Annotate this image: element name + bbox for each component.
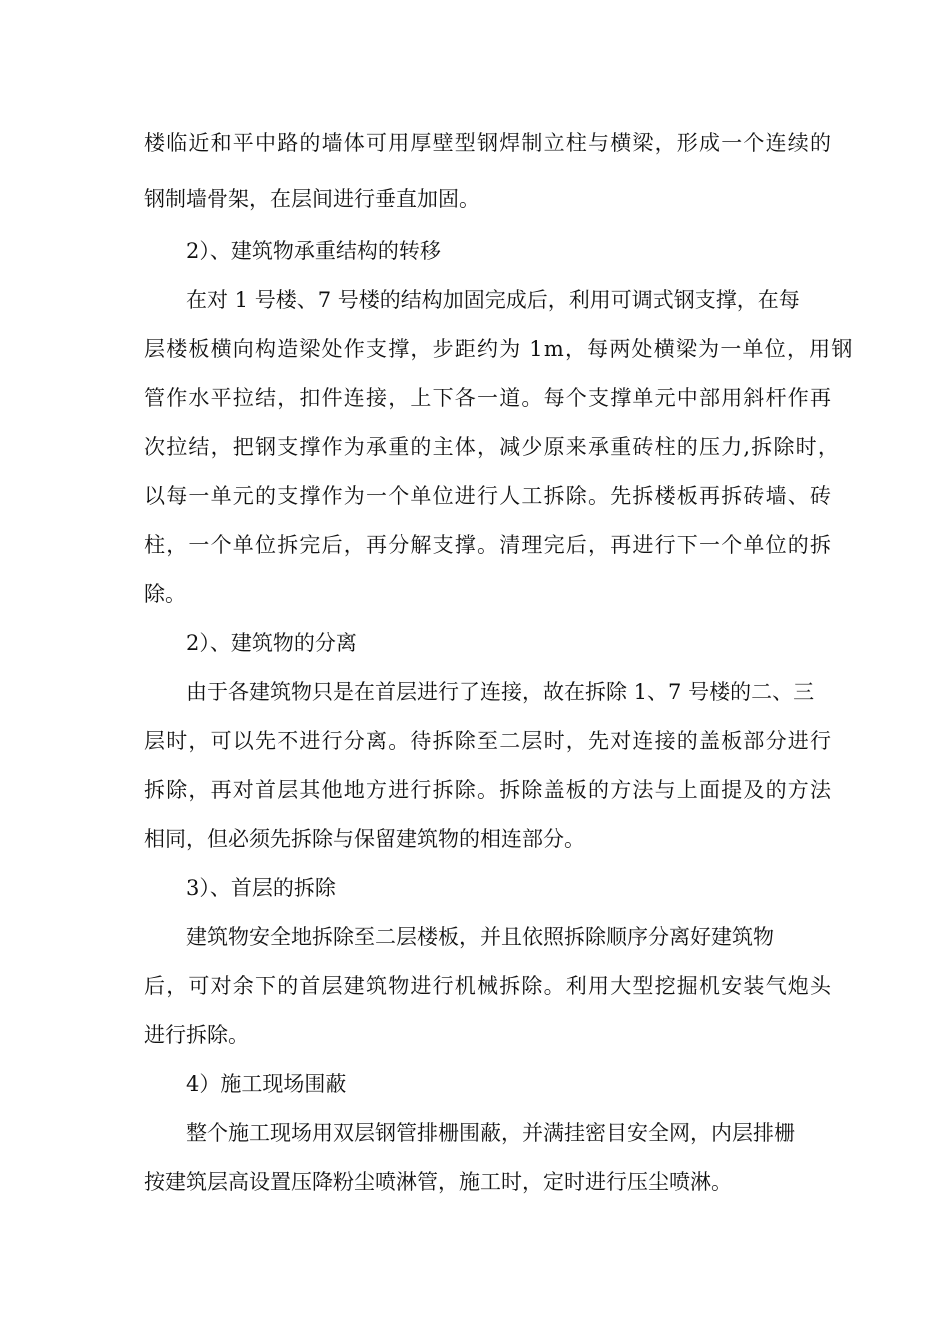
paragraph-line: 拆除，再对首层其他地方进行拆除。拆除盖板的方法与上面提及的方法 bbox=[144, 778, 833, 802]
section-heading: 4）施工现场围蔽 bbox=[186, 1072, 347, 1096]
paragraph-line: 楼临近和平中路的墙体可用厚壁型钢焊制立柱与横梁，形成一个连续的 bbox=[144, 131, 833, 155]
paragraph-line: 后，可对余下的首层建筑物进行机械拆除。利用大型挖掘机安装气炮头 bbox=[144, 974, 833, 998]
paragraph-line: 除。 bbox=[144, 582, 186, 606]
paragraph-line: 次拉结，把钢支撑作为承重的主体，减少原来承重砖柱的压力,拆除时， bbox=[144, 435, 841, 459]
paragraph-line: 相同，但必须先拆除与保留建筑物的相连部分。 bbox=[144, 827, 585, 851]
paragraph-line: 进行拆除。 bbox=[144, 1023, 249, 1047]
paragraph-line: 由于各建筑物只是在首层进行了连接，故在拆除 1、7 号楼的二、三 bbox=[186, 680, 815, 704]
paragraph-line: 建筑物安全地拆除至二层楼板，并且依照拆除顺序分离好建筑物 bbox=[186, 925, 774, 949]
paragraph-line: 整个施工现场用双层钢管排栅围蔽，并满挂密目安全网，内层排栅 bbox=[186, 1121, 795, 1145]
paragraph-line: 以每一单元的支撑作为一个单位进行人工拆除。先拆楼板再拆砖墙、砖 bbox=[144, 484, 833, 508]
paragraph-line: 钢制墙骨架，在层间进行垂直加固。 bbox=[144, 187, 480, 211]
paragraph-line: 层时，可以先不进行分离。待拆除至二层时，先对连接的盖板部分进行 bbox=[144, 729, 833, 753]
paragraph-line: 在对 1 号楼、7 号楼的结构加固完成后，利用可调式钢支撑，在每 bbox=[186, 288, 800, 312]
section-heading: 2）、建筑物的分离 bbox=[186, 631, 357, 655]
section-heading: 3）、首层的拆除 bbox=[186, 876, 336, 900]
paragraph-line: 管作水平拉结，扣件连接，上下各一道。每个支撑单元中部用斜杆作再 bbox=[144, 386, 833, 410]
section-heading: 2）、建筑物承重结构的转移 bbox=[186, 239, 441, 263]
paragraph-line: 柱，一个单位拆完后，再分解支撑。清理完后，再进行下一个单位的拆 bbox=[144, 533, 833, 557]
paragraph-line: 层楼板横向构造梁处作支撑，步距约为 1m，每两处横梁为一单位，用钢 bbox=[144, 337, 854, 361]
paragraph-line: 按建筑层高设置压降粉尘喷淋管，施工时，定时进行压尘喷淋。 bbox=[144, 1170, 732, 1194]
